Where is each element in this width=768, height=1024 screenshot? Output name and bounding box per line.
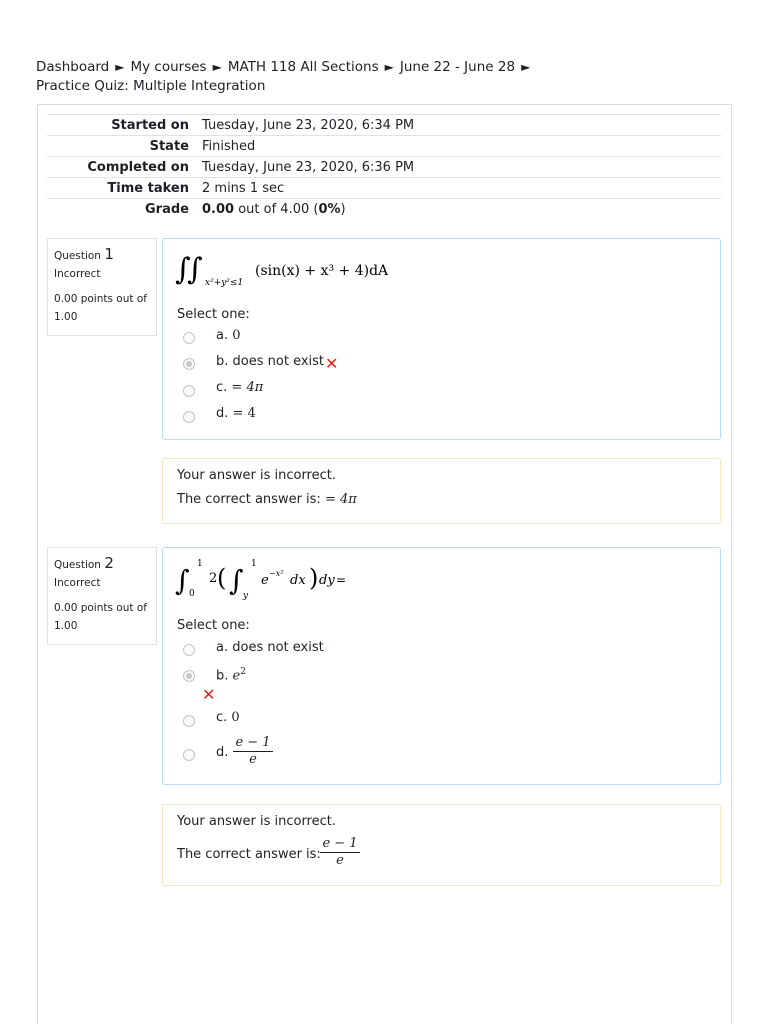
option-b-radio[interactable] bbox=[183, 670, 195, 682]
summary-value: Tuesday, June 23, 2020, 6:34 PM bbox=[202, 117, 415, 133]
attempt-summary-table bbox=[47, 114, 721, 220]
base-e: e bbox=[261, 573, 269, 588]
inner-lower-limit: y bbox=[243, 591, 249, 601]
breadcrumb bbox=[36, 58, 736, 96]
question-state: Incorrect bbox=[54, 268, 101, 280]
exponent: −x² bbox=[269, 569, 284, 578]
summary-value: 2 mins 1 sec bbox=[202, 180, 285, 196]
question-1-formula bbox=[173, 245, 433, 291]
incorrect-icon: ✕ bbox=[202, 685, 216, 704]
question-2-feedback bbox=[162, 804, 721, 886]
option-a-radio[interactable] bbox=[183, 644, 195, 656]
summary-value: Finished bbox=[202, 138, 256, 154]
incorrect-icon: ✕ bbox=[325, 354, 339, 373]
option-c-label[interactable]: c. = 4π bbox=[216, 380, 264, 395]
close-paren-icon: ) bbox=[309, 564, 319, 592]
summary-label: Time taken bbox=[107, 180, 189, 196]
feedback-correct-fraction: e − 1 e bbox=[320, 836, 360, 869]
summary-row bbox=[47, 136, 721, 157]
feedback-correct-answer: The correct answer is: = 4π bbox=[177, 492, 357, 507]
breadcrumb-course[interactable]: MATH 118 All Sections bbox=[227, 59, 379, 75]
option-d-radio[interactable] bbox=[183, 749, 195, 761]
inner-upper-limit: 1 bbox=[251, 559, 257, 569]
breadcrumb-week[interactable]: June 22 - June 28 bbox=[399, 59, 516, 75]
feedback-status: Your answer is incorrect. bbox=[177, 468, 336, 483]
summary-row bbox=[47, 178, 721, 199]
option-b-radio[interactable] bbox=[183, 358, 195, 370]
breadcrumb-separator-icon: ► bbox=[115, 60, 125, 74]
feedback-correct-prefix: The correct answer is: bbox=[177, 847, 321, 862]
select-one-prompt: Select one: bbox=[177, 618, 250, 633]
equals-sign: = bbox=[336, 573, 347, 587]
option-c-label[interactable]: c. 0 bbox=[216, 710, 240, 725]
feedback-status: Your answer is incorrect. bbox=[177, 814, 336, 829]
coefficient: 2 bbox=[209, 571, 218, 586]
breadcrumb-separator-icon: ► bbox=[384, 60, 394, 74]
summary-row bbox=[47, 115, 721, 136]
question-info-1 bbox=[47, 238, 157, 336]
option-c-radio[interactable] bbox=[183, 715, 195, 727]
question-1-content bbox=[162, 238, 721, 440]
question-1-feedback bbox=[162, 458, 721, 524]
summary-value: Tuesday, June 23, 2020, 6:36 PM bbox=[202, 159, 415, 175]
option-a-label[interactable]: a. 0 bbox=[216, 328, 241, 343]
question-2-content bbox=[162, 547, 721, 785]
option-b-label[interactable]: b. $e^2$ bbox=[216, 667, 246, 684]
question-points: 0.00 points out of 1.00 bbox=[54, 293, 147, 323]
breadcrumb-dashboard[interactable]: Dashboard bbox=[36, 59, 110, 75]
integration-region: x²+y²≤1 bbox=[205, 278, 244, 288]
breadcrumb-separator-icon: ► bbox=[521, 60, 531, 74]
question-info-2 bbox=[47, 547, 157, 645]
summary-label: State bbox=[149, 138, 189, 154]
integral-sign-icon: ∫ bbox=[229, 564, 244, 597]
grade-label: Grade bbox=[145, 201, 189, 217]
dx: dx bbox=[290, 573, 306, 588]
question-state: Incorrect bbox=[54, 577, 101, 589]
question-number: Question 2 bbox=[54, 554, 114, 572]
open-paren-icon: ( bbox=[217, 564, 227, 592]
option-a-radio[interactable] bbox=[183, 332, 195, 344]
option-b-label[interactable]: b. does not exist bbox=[216, 354, 325, 369]
breadcrumb-separator-icon: ► bbox=[212, 60, 222, 74]
fraction-e-minus-1-over-e: e − 1 e bbox=[233, 735, 273, 768]
integrand: (sin(x) + x³ + 4)dA bbox=[255, 263, 389, 279]
question-points: 0.00 points out of 1.00 bbox=[54, 602, 147, 632]
summary-label: Completed on bbox=[87, 159, 189, 175]
integral-sign-icon: ∫ bbox=[175, 564, 190, 597]
outer-upper-limit: 1 bbox=[197, 559, 203, 569]
dy: dy bbox=[319, 573, 335, 588]
grade-value: 0.00 out of 4.00 (0%) bbox=[202, 201, 346, 217]
summary-row-grade bbox=[47, 199, 721, 220]
option-a-label[interactable]: a. does not exist bbox=[216, 640, 324, 655]
select-one-prompt: Select one: bbox=[177, 307, 250, 322]
question-2-formula bbox=[173, 552, 413, 606]
breadcrumb-current[interactable]: Practice Quiz: Multiple Integration bbox=[36, 78, 266, 94]
summary-row bbox=[47, 157, 721, 178]
question-number: Question 1 bbox=[54, 245, 114, 263]
option-d-label[interactable]: d. bbox=[216, 745, 229, 760]
option-c-radio[interactable] bbox=[183, 385, 195, 397]
integral-sign-icon: ∫ bbox=[175, 252, 191, 287]
option-d-radio[interactable] bbox=[183, 411, 195, 423]
outer-lower-limit: 0 bbox=[189, 589, 195, 599]
integral-sign-icon: ∫ bbox=[187, 252, 203, 287]
summary-label: Started on bbox=[111, 117, 189, 133]
option-d-label[interactable]: d. = 4 bbox=[216, 406, 256, 421]
breadcrumb-my-courses[interactable]: My courses bbox=[130, 59, 207, 75]
